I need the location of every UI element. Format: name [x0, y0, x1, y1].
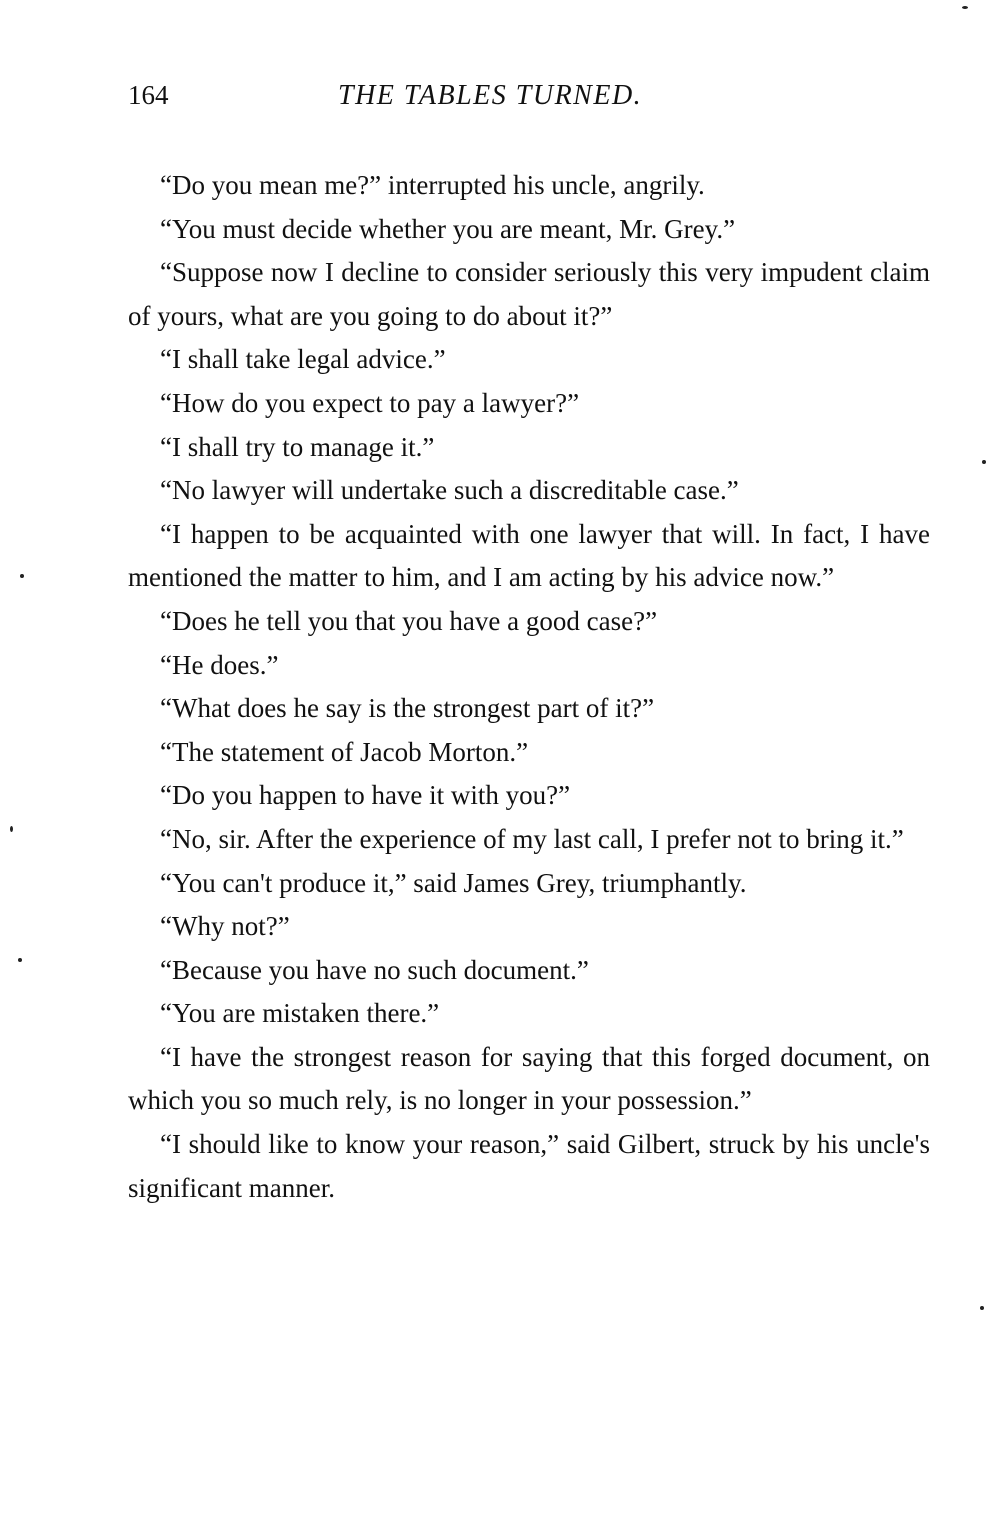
page-header [128, 80, 928, 124]
paragraph: “Why not?” [160, 911, 290, 942]
paragraph: “Suppose now I decline to consider seriously this very impudent claim of yours, what are you going to do about it?” [128, 257, 930, 331]
paragraph: “I have the strongest reason for saying that this forged document, on which you so much rely, is no longer in your possession.” [128, 1041, 930, 1116]
scan-speck [10, 826, 13, 832]
paragraph: “Because you have no such document.” [160, 954, 589, 985]
paragraph: “How do you expect to pay a lawyer?” [160, 387, 580, 418]
paragraph: “I should like to know your reason,” said Gilbert, struck by his uncle's significant manner. [128, 1129, 930, 1203]
paragraph: “What does he say is the strongest part of it?” [160, 693, 655, 724]
paragraph: “The statement of Jacob Morton.” [160, 736, 529, 767]
paragraph: “No lawyer will undertake such a discreditable case.” [160, 475, 739, 506]
paragraph: “You must decide whether you are meant, Mr. Grey.” [160, 213, 736, 244]
paragraph: “Do you happen to have it with you?” [160, 780, 571, 811]
paragraph: “Do you mean me?” interrupted his uncle, angrily. [160, 170, 705, 200]
scan-speck [962, 6, 968, 9]
paragraph: “You can't produce it,” said James Grey, triumphantly. [160, 867, 747, 898]
body-text [128, 164, 930, 1210]
scan-speck [20, 574, 24, 578]
scan-speck [982, 460, 986, 464]
page-number: 164 [128, 80, 169, 110]
paragraph: “Does he tell you that you have a good case?” [160, 605, 658, 636]
scan-speck [980, 1306, 984, 1310]
paragraph: “I shall take legal advice.” [160, 344, 446, 375]
paragraph: “You are mistaken there.” [160, 998, 440, 1029]
paragraph: “I happen to be acquainted with one lawyer that will. In fact, I have mentioned the matter to him, and I am acting by his advice now.” [128, 518, 930, 593]
paragraph: “No, sir. After the experience of my last call, I prefer not to bring it.” [160, 823, 904, 854]
paragraph: “I shall try to manage it.” [160, 431, 435, 462]
running-title: THE TABLES TURNED. [338, 80, 643, 111]
paragraph: “He does.” [160, 649, 279, 680]
scan-speck [18, 958, 22, 962]
